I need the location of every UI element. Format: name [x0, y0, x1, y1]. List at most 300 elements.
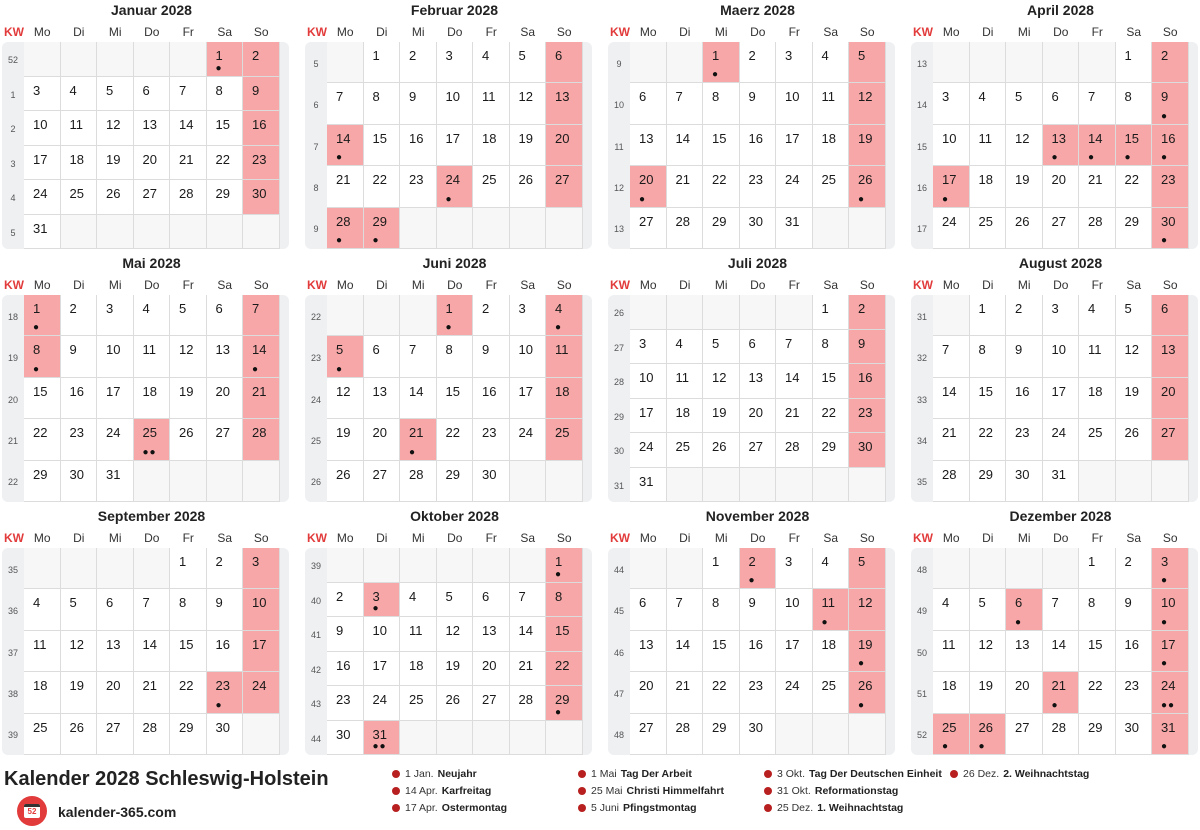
- day-cell[interactable]: [546, 336, 583, 377]
- day-cell[interactable]: [327, 378, 364, 419]
- day-cell[interactable]: [327, 617, 364, 652]
- day-cell[interactable]: [437, 83, 474, 124]
- day-cell[interactable]: [813, 125, 850, 166]
- day-cell[interactable]: [243, 42, 280, 77]
- day-cell[interactable]: [740, 433, 777, 468]
- day-cell[interactable]: [1079, 714, 1116, 755]
- day-cell[interactable]: [437, 583, 474, 618]
- day-cell[interactable]: [776, 433, 813, 468]
- day-cell[interactable]: [170, 631, 207, 672]
- day-cell[interactable]: [703, 672, 740, 713]
- day-cell[interactable]: [473, 583, 510, 618]
- day-cell[interactable]: [1006, 461, 1043, 502]
- day-cell[interactable]: [740, 631, 777, 672]
- day-cell[interactable]: [1152, 378, 1189, 419]
- day-cell[interactable]: [740, 330, 777, 365]
- day-cell[interactable]: [134, 77, 171, 112]
- day-cell[interactable]: [473, 378, 510, 419]
- day-cell[interactable]: [134, 180, 171, 215]
- day-cell[interactable]: [1079, 166, 1116, 207]
- day-cell[interactable]: [134, 631, 171, 672]
- day-cell[interactable]: [364, 652, 401, 687]
- day-cell[interactable]: [813, 330, 850, 365]
- day-cell[interactable]: [24, 419, 61, 460]
- day-cell[interactable]: [703, 125, 740, 166]
- day-cell[interactable]: [243, 336, 280, 377]
- day-cell[interactable]: [364, 617, 401, 652]
- day-cell[interactable]: [776, 208, 813, 249]
- day-cell[interactable]: [970, 714, 1007, 755]
- day-cell[interactable]: [170, 146, 207, 181]
- day-cell[interactable]: [630, 672, 667, 713]
- day-cell[interactable]: [510, 295, 547, 336]
- day-cell[interactable]: [1152, 419, 1189, 460]
- day-cell[interactable]: [24, 672, 61, 713]
- day-cell[interactable]: [510, 125, 547, 166]
- day-cell[interactable]: [327, 461, 364, 502]
- day-cell[interactable]: [970, 419, 1007, 460]
- day-cell[interactable]: [1116, 42, 1153, 83]
- day-cell[interactable]: [1152, 295, 1189, 336]
- day-cell[interactable]: [630, 125, 667, 166]
- day-cell[interactable]: [970, 295, 1007, 336]
- day-cell[interactable]: [134, 672, 171, 713]
- day-cell[interactable]: [243, 295, 280, 336]
- day-cell[interactable]: [813, 433, 850, 468]
- day-cell[interactable]: [170, 672, 207, 713]
- day-cell[interactable]: [630, 399, 667, 434]
- day-cell[interactable]: [1152, 672, 1189, 713]
- day-cell[interactable]: [703, 330, 740, 365]
- day-cell[interactable]: [61, 714, 98, 755]
- day-cell[interactable]: [400, 617, 437, 652]
- day-cell[interactable]: [24, 146, 61, 181]
- day-cell[interactable]: [437, 336, 474, 377]
- day-cell[interactable]: [546, 686, 583, 721]
- day-cell[interactable]: [473, 295, 510, 336]
- day-cell[interactable]: [437, 378, 474, 419]
- day-cell[interactable]: [400, 378, 437, 419]
- day-cell[interactable]: [364, 208, 401, 249]
- day-cell[interactable]: [703, 714, 740, 755]
- day-cell[interactable]: [667, 631, 704, 672]
- day-cell[interactable]: [400, 83, 437, 124]
- day-cell[interactable]: [630, 83, 667, 124]
- day-cell[interactable]: [813, 42, 850, 83]
- day-cell[interactable]: [813, 589, 850, 630]
- day-cell[interactable]: [1043, 208, 1080, 249]
- day-cell[interactable]: [740, 714, 777, 755]
- day-cell[interactable]: [24, 714, 61, 755]
- day-cell[interactable]: [243, 378, 280, 419]
- day-cell[interactable]: [400, 166, 437, 207]
- day-cell[interactable]: [400, 583, 437, 618]
- day-cell[interactable]: [327, 83, 364, 124]
- day-cell[interactable]: [437, 461, 474, 502]
- day-cell[interactable]: [703, 399, 740, 434]
- day-cell[interactable]: [667, 208, 704, 249]
- day-cell[interactable]: [170, 295, 207, 336]
- day-cell[interactable]: [327, 583, 364, 618]
- day-cell[interactable]: [243, 111, 280, 146]
- day-cell[interactable]: [1116, 295, 1153, 336]
- day-cell[interactable]: [134, 146, 171, 181]
- day-cell[interactable]: [933, 461, 970, 502]
- day-cell[interactable]: [546, 652, 583, 687]
- day-cell[interactable]: [776, 589, 813, 630]
- day-cell[interactable]: [667, 433, 704, 468]
- day-cell[interactable]: [1006, 378, 1043, 419]
- day-cell[interactable]: [1006, 589, 1043, 630]
- day-cell[interactable]: [207, 714, 244, 755]
- day-cell[interactable]: [207, 146, 244, 181]
- day-cell[interactable]: [473, 336, 510, 377]
- day-cell[interactable]: [24, 631, 61, 672]
- day-cell[interactable]: [400, 336, 437, 377]
- day-cell[interactable]: [400, 419, 437, 460]
- day-cell[interactable]: [97, 419, 134, 460]
- day-cell[interactable]: [134, 378, 171, 419]
- day-cell[interactable]: [849, 295, 886, 330]
- day-cell[interactable]: [437, 42, 474, 83]
- day-cell[interactable]: [1006, 631, 1043, 672]
- day-cell[interactable]: [1079, 672, 1116, 713]
- day-cell[interactable]: [364, 461, 401, 502]
- day-cell[interactable]: [933, 589, 970, 630]
- day-cell[interactable]: [970, 336, 1007, 377]
- day-cell[interactable]: [207, 419, 244, 460]
- day-cell[interactable]: [849, 42, 886, 83]
- day-cell[interactable]: [510, 652, 547, 687]
- day-cell[interactable]: [849, 364, 886, 399]
- day-cell[interactable]: [970, 672, 1007, 713]
- day-cell[interactable]: [24, 378, 61, 419]
- day-cell[interactable]: [97, 180, 134, 215]
- day-cell[interactable]: [933, 166, 970, 207]
- day-cell[interactable]: [667, 330, 704, 365]
- day-cell[interactable]: [546, 419, 583, 460]
- day-cell[interactable]: [97, 378, 134, 419]
- day-cell[interactable]: [1006, 208, 1043, 249]
- day-cell[interactable]: [813, 83, 850, 124]
- day-cell[interactable]: [630, 433, 667, 468]
- day-cell[interactable]: [813, 672, 850, 713]
- day-cell[interactable]: [473, 83, 510, 124]
- day-cell[interactable]: [61, 461, 98, 502]
- day-cell[interactable]: [510, 583, 547, 618]
- day-cell[interactable]: [667, 83, 704, 124]
- day-cell[interactable]: [740, 42, 777, 83]
- day-cell[interactable]: [703, 83, 740, 124]
- day-cell[interactable]: [546, 83, 583, 124]
- day-cell[interactable]: [740, 399, 777, 434]
- day-cell[interactable]: [327, 721, 364, 756]
- day-cell[interactable]: [546, 166, 583, 207]
- day-cell[interactable]: [61, 336, 98, 377]
- day-cell[interactable]: [1079, 419, 1116, 460]
- day-cell[interactable]: [813, 631, 850, 672]
- day-cell[interactable]: [437, 419, 474, 460]
- site-name[interactable]: kalender-365.com: [58, 804, 177, 820]
- day-cell[interactable]: [630, 631, 667, 672]
- day-cell[interactable]: [1043, 631, 1080, 672]
- day-cell[interactable]: [473, 419, 510, 460]
- day-cell[interactable]: [933, 419, 970, 460]
- day-cell[interactable]: [776, 548, 813, 589]
- day-cell[interactable]: [1043, 295, 1080, 336]
- day-cell[interactable]: [510, 686, 547, 721]
- day-cell[interactable]: [400, 686, 437, 721]
- day-cell[interactable]: [740, 166, 777, 207]
- day-cell[interactable]: [473, 652, 510, 687]
- day-cell[interactable]: [1116, 208, 1153, 249]
- day-cell[interactable]: [327, 686, 364, 721]
- day-cell[interactable]: [207, 111, 244, 146]
- day-cell[interactable]: [364, 166, 401, 207]
- day-cell[interactable]: [134, 419, 171, 460]
- day-cell[interactable]: [776, 125, 813, 166]
- day-cell[interactable]: [327, 336, 364, 377]
- day-cell[interactable]: [24, 77, 61, 112]
- day-cell[interactable]: [630, 208, 667, 249]
- day-cell[interactable]: [24, 336, 61, 377]
- day-cell[interactable]: [1079, 548, 1116, 589]
- day-cell[interactable]: [1079, 631, 1116, 672]
- day-cell[interactable]: [1116, 336, 1153, 377]
- day-cell[interactable]: [849, 125, 886, 166]
- day-cell[interactable]: [400, 461, 437, 502]
- day-cell[interactable]: [667, 364, 704, 399]
- day-cell[interactable]: [970, 125, 1007, 166]
- day-cell[interactable]: [61, 589, 98, 630]
- day-cell[interactable]: [437, 295, 474, 336]
- day-cell[interactable]: [400, 652, 437, 687]
- day-cell[interactable]: [97, 77, 134, 112]
- day-cell[interactable]: [1079, 208, 1116, 249]
- day-cell[interactable]: [703, 548, 740, 589]
- day-cell[interactable]: [61, 378, 98, 419]
- day-cell[interactable]: [1079, 589, 1116, 630]
- day-cell[interactable]: [740, 364, 777, 399]
- day-cell[interactable]: [933, 125, 970, 166]
- day-cell[interactable]: [134, 589, 171, 630]
- day-cell[interactable]: [970, 166, 1007, 207]
- day-cell[interactable]: [1079, 336, 1116, 377]
- day-cell[interactable]: [546, 617, 583, 652]
- day-cell[interactable]: [703, 589, 740, 630]
- day-cell[interactable]: [849, 330, 886, 365]
- day-cell[interactable]: [207, 42, 244, 77]
- day-cell[interactable]: [97, 336, 134, 377]
- day-cell[interactable]: [849, 589, 886, 630]
- day-cell[interactable]: [327, 208, 364, 249]
- day-cell[interactable]: [327, 652, 364, 687]
- day-cell[interactable]: [776, 399, 813, 434]
- day-cell[interactable]: [437, 166, 474, 207]
- day-cell[interactable]: [1152, 42, 1189, 83]
- day-cell[interactable]: [327, 125, 364, 166]
- day-cell[interactable]: [364, 83, 401, 124]
- day-cell[interactable]: [364, 686, 401, 721]
- day-cell[interactable]: [546, 378, 583, 419]
- day-cell[interactable]: [473, 617, 510, 652]
- day-cell[interactable]: [243, 589, 280, 630]
- day-cell[interactable]: [61, 419, 98, 460]
- day-cell[interactable]: [61, 111, 98, 146]
- day-cell[interactable]: [510, 42, 547, 83]
- day-cell[interactable]: [1006, 419, 1043, 460]
- day-cell[interactable]: [134, 336, 171, 377]
- day-cell[interactable]: [364, 125, 401, 166]
- day-cell[interactable]: [170, 111, 207, 146]
- day-cell[interactable]: [97, 672, 134, 713]
- day-cell[interactable]: [970, 378, 1007, 419]
- day-cell[interactable]: [740, 548, 777, 589]
- day-cell[interactable]: [327, 166, 364, 207]
- day-cell[interactable]: [510, 617, 547, 652]
- day-cell[interactable]: [740, 125, 777, 166]
- day-cell[interactable]: [97, 295, 134, 336]
- day-cell[interactable]: [703, 631, 740, 672]
- day-cell[interactable]: [849, 83, 886, 124]
- day-cell[interactable]: [849, 399, 886, 434]
- day-cell[interactable]: [24, 461, 61, 502]
- day-cell[interactable]: [24, 295, 61, 336]
- day-cell[interactable]: [933, 83, 970, 124]
- day-cell[interactable]: [740, 83, 777, 124]
- day-cell[interactable]: [703, 42, 740, 83]
- day-cell[interactable]: [1006, 295, 1043, 336]
- day-cell[interactable]: [1116, 631, 1153, 672]
- day-cell[interactable]: [1152, 208, 1189, 249]
- day-cell[interactable]: [776, 330, 813, 365]
- day-cell[interactable]: [61, 77, 98, 112]
- day-cell[interactable]: [1006, 672, 1043, 713]
- day-cell[interactable]: [1079, 378, 1116, 419]
- day-cell[interactable]: [170, 180, 207, 215]
- day-cell[interactable]: [1152, 336, 1189, 377]
- day-cell[interactable]: [1152, 125, 1189, 166]
- day-cell[interactable]: [1006, 83, 1043, 124]
- day-cell[interactable]: [1116, 419, 1153, 460]
- day-cell[interactable]: [933, 631, 970, 672]
- day-cell[interactable]: [776, 364, 813, 399]
- day-cell[interactable]: [546, 295, 583, 336]
- day-cell[interactable]: [243, 631, 280, 672]
- day-cell[interactable]: [24, 111, 61, 146]
- day-cell[interactable]: [1116, 589, 1153, 630]
- day-cell[interactable]: [207, 336, 244, 377]
- day-cell[interactable]: [776, 672, 813, 713]
- day-cell[interactable]: [473, 125, 510, 166]
- day-cell[interactable]: [243, 180, 280, 215]
- day-cell[interactable]: [933, 378, 970, 419]
- day-cell[interactable]: [61, 146, 98, 181]
- day-cell[interactable]: [437, 686, 474, 721]
- day-cell[interactable]: [170, 336, 207, 377]
- day-cell[interactable]: [630, 468, 667, 503]
- day-cell[interactable]: [1043, 83, 1080, 124]
- day-cell[interactable]: [207, 548, 244, 589]
- day-cell[interactable]: [933, 208, 970, 249]
- day-cell[interactable]: [703, 208, 740, 249]
- day-cell[interactable]: [473, 686, 510, 721]
- day-cell[interactable]: [437, 617, 474, 652]
- day-cell[interactable]: [933, 672, 970, 713]
- day-cell[interactable]: [970, 461, 1007, 502]
- day-cell[interactable]: [207, 631, 244, 672]
- day-cell[interactable]: [364, 336, 401, 377]
- day-cell[interactable]: [364, 583, 401, 618]
- day-cell[interactable]: [1006, 125, 1043, 166]
- day-cell[interactable]: [134, 111, 171, 146]
- day-cell[interactable]: [667, 589, 704, 630]
- day-cell[interactable]: [630, 589, 667, 630]
- day-cell[interactable]: [61, 180, 98, 215]
- day-cell[interactable]: [813, 548, 850, 589]
- day-cell[interactable]: [473, 461, 510, 502]
- day-cell[interactable]: [970, 631, 1007, 672]
- day-cell[interactable]: [170, 714, 207, 755]
- day-cell[interactable]: [1043, 419, 1080, 460]
- day-cell[interactable]: [473, 166, 510, 207]
- day-cell[interactable]: [97, 631, 134, 672]
- day-cell[interactable]: [207, 77, 244, 112]
- day-cell[interactable]: [510, 336, 547, 377]
- day-cell[interactable]: [1152, 166, 1189, 207]
- day-cell[interactable]: [703, 166, 740, 207]
- day-cell[interactable]: [1079, 295, 1116, 336]
- day-cell[interactable]: [97, 461, 134, 502]
- day-cell[interactable]: [97, 589, 134, 630]
- day-cell[interactable]: [207, 180, 244, 215]
- day-cell[interactable]: [510, 419, 547, 460]
- day-cell[interactable]: [667, 166, 704, 207]
- day-cell[interactable]: [776, 83, 813, 124]
- day-cell[interactable]: [207, 672, 244, 713]
- day-cell[interactable]: [667, 672, 704, 713]
- day-cell[interactable]: [243, 146, 280, 181]
- day-cell[interactable]: [24, 589, 61, 630]
- day-cell[interactable]: [97, 146, 134, 181]
- day-cell[interactable]: [1152, 714, 1189, 755]
- day-cell[interactable]: [740, 672, 777, 713]
- day-cell[interactable]: [24, 180, 61, 215]
- day-cell[interactable]: [1006, 714, 1043, 755]
- day-cell[interactable]: [1116, 548, 1153, 589]
- day-cell[interactable]: [667, 125, 704, 166]
- day-cell[interactable]: [97, 111, 134, 146]
- day-cell[interactable]: [813, 399, 850, 434]
- day-cell[interactable]: [849, 672, 886, 713]
- day-cell[interactable]: [1152, 631, 1189, 672]
- day-cell[interactable]: [1079, 83, 1116, 124]
- day-cell[interactable]: [813, 295, 850, 330]
- day-cell[interactable]: [243, 419, 280, 460]
- day-cell[interactable]: [740, 208, 777, 249]
- day-cell[interactable]: [1079, 125, 1116, 166]
- day-cell[interactable]: [510, 378, 547, 419]
- day-cell[interactable]: [170, 589, 207, 630]
- day-cell[interactable]: [1152, 548, 1189, 589]
- day-cell[interactable]: [400, 42, 437, 83]
- day-cell[interactable]: [510, 83, 547, 124]
- day-cell[interactable]: [400, 125, 437, 166]
- day-cell[interactable]: [327, 419, 364, 460]
- day-cell[interactable]: [776, 631, 813, 672]
- day-cell[interactable]: [473, 42, 510, 83]
- day-cell[interactable]: [630, 166, 667, 207]
